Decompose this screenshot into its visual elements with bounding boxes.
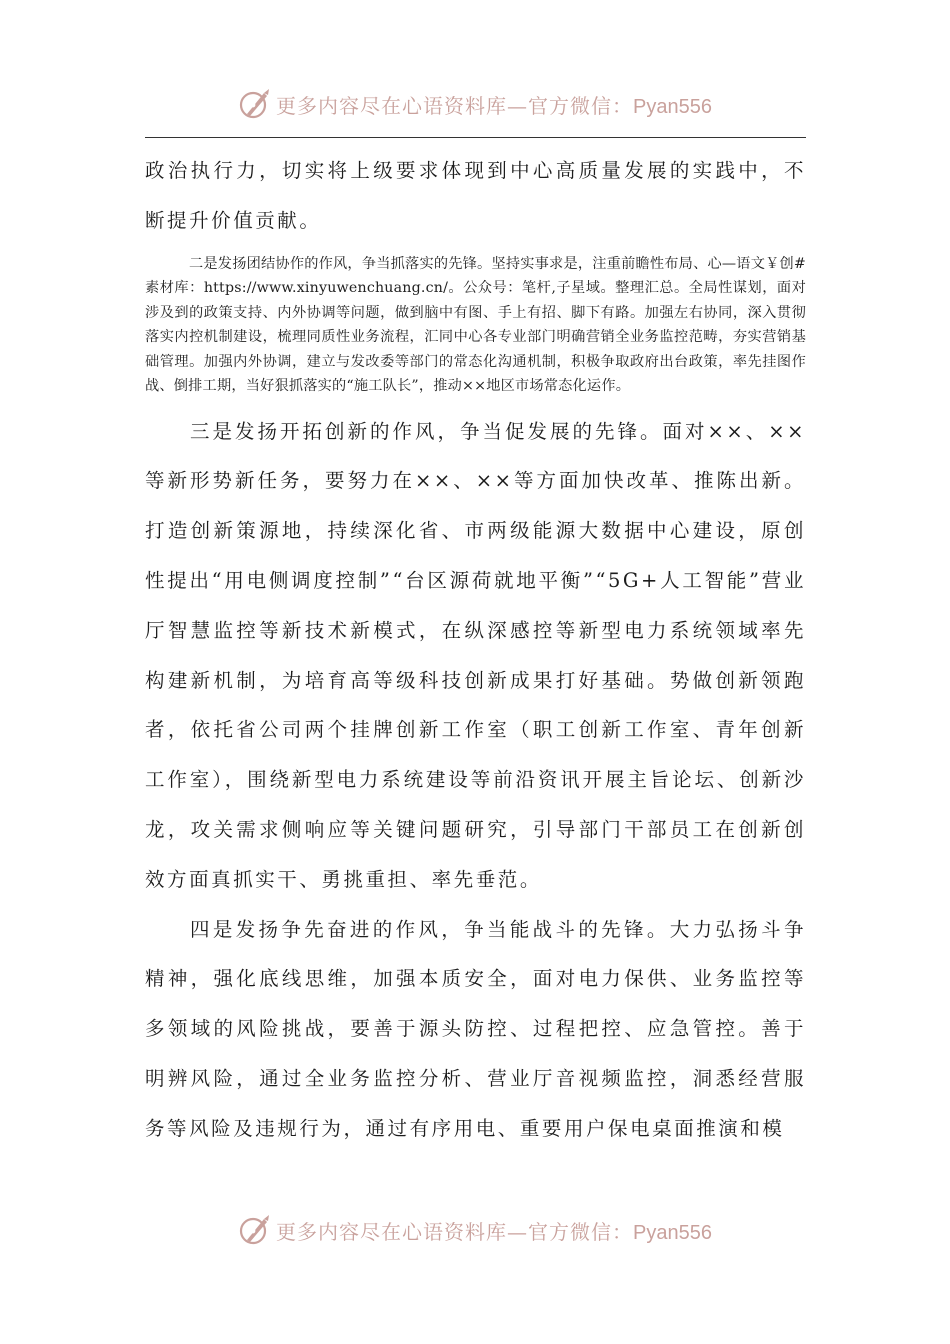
paragraph-1: 政治执行力，切实将上级要求体现到中心高质量发展的实践中，不断提升价值贡献。 [145,159,806,232]
header-watermark [0,82,950,126]
paragraph-4: 四是发扬争先奋进的作风，争当能战斗的先锋。大力弘扬斗争精神，强化底线思维，加强本质安全，面对电力保供、业务监控等多领域的风险挑战，要善于源头防控、过程把控、应急管控。善于明辨风险，通过全业务监控分析、营业厅音视频监控，洞悉经营服务等风险及违规行为，通过有序用电、重要用户保电桌面推演和模 [145,917,806,1140]
footer-watermark-label: 更多内容尽在心语资料库—官方微信： [276,1219,634,1244]
quill-pen-circle-icon [238,87,272,121]
footer-watermark [0,1208,950,1252]
header-watermark-label: 更多内容尽在心语资料库—官方微信： [276,93,634,118]
header-divider [145,137,806,138]
document-body [145,146,806,1154]
header-watermark-handle: Pyan556 [633,95,712,118]
header-watermark-text [276,90,712,119]
quill-pen-circle-icon [238,1213,272,1247]
paragraph-3: 三是发扬开拓创新的作风，争当促发展的先锋。面对××、××等新形势新任务，要努力在××、××等方面加快改革、推陈出新。打造创新策源地，持续深化省、市两级能源大数据中心建设，原创性提出“用电侧调度控制”“台区源荷就地平衡”“5G+人工智能”营业厅智慧监控等新技术新模式，在纵深感控等新型电力系统领域率先构建新机制，为培育高等级科技创新成果打好基础。势做创新领跑者，依托省公司两个挂牌创新工作室（职工创新工作室、青年创新工作室），围绕新型电力系统建设等前沿资讯开展主旨论坛、创新沙龙，攻关需求侧响应等关键问题研究，引导部门干部员工在创新创效方面真抓实干、勇挑重担、率先垂范。 [145,419,806,891]
paragraph-2: 二是发扬团结协作的作风，争当抓落实的先锋。坚持实事求是，注重前瞻性布局、心—语文￥创#素材库：https://www.xinyuwenchuang.cn/。公众号：笔杆,子星域。整理汇总。全局性谋划，面对涉及到的政策支持、内外协调等问题，做到脑中有图、手上有招、脚下有路。加强左右协同，深入贯彻落实内控机制建设，梳理同质性业务流程，汇同中心各专业部门明确营销全业务监控范畴，夯实营销基础管理。加强内外协调，建立与发改委等部门的常态化沟通机制，积极争取政府出台政策，率先挂图作战、倒排工期，当好狠抓落实的“施工队长”，推动××地区市场常态化运作。 [145,255,806,395]
footer-watermark-handle: Pyan556 [633,1221,712,1244]
footer-watermark-text [276,1216,712,1245]
